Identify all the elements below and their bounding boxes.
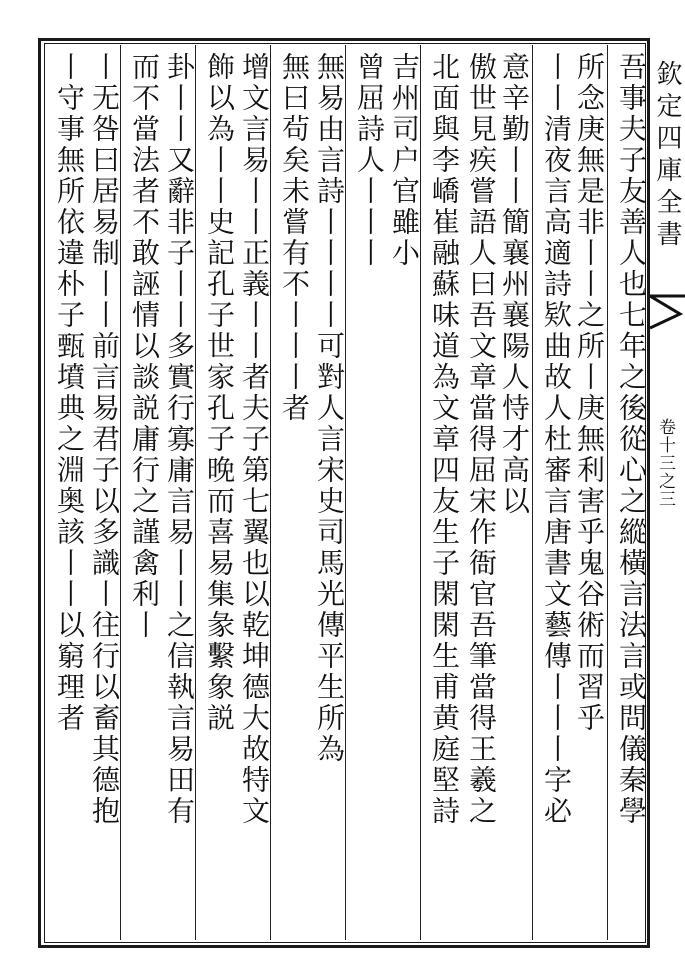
text-column-15: 丨无咎曰居易制丨丨前言易君子以多識丨往行以畜其德抱 <box>88 52 121 827</box>
text-column-10: 無曰茍矣未嘗有不丨丨丨者 <box>278 52 311 424</box>
text-column-11: 增文言易丨丨正義丨丨者夫子第七翼也以乾坤德大故特文 <box>238 52 271 827</box>
volume-label: 卷十三之三 <box>655 418 675 508</box>
text-column-13: 卦丨丨又辭非子丨丨多實行寡庸言易丨丨之信執言易田有 <box>163 52 196 827</box>
text-column-4: 意辛勤丨丨簡襄州襄陽人恃才高以 <box>498 52 531 517</box>
text-column-7: 吉州司户官雖小 <box>388 52 421 269</box>
text-column-16: 丨守事無所依違朴子甄墳典之淵奥該丨丨以窮理者 <box>53 52 86 734</box>
text-column-14: 而不當法者不敢誣情以談説庸行之謹禽利丨 <box>128 52 161 641</box>
text-column-5: 傲世見疾嘗語人曰吾文章當得屈宋作衙官吾筆當得王羲之 <box>465 52 498 827</box>
text-column-6: 北面與李嶠崔融蘇味道為文章四友生子閑閑生甫黄庭堅詩 <box>428 52 461 827</box>
book-title: 欽定四庫全書 <box>652 60 682 252</box>
text-column-9: 無易由言詩丨丨丨丨可對人言宋史司馬光傳平生所為 <box>313 52 346 765</box>
fish-tail-ornament <box>650 292 685 332</box>
text-column-12: 飾以為丨丨史記孔子世家孔子晚而喜易集彖繫象説 <box>203 52 236 734</box>
text-column-1: 吾事夫子友善人也七年之後從心之縱橫言法言或問儀秦學 <box>615 52 648 827</box>
text-column-3: 丨丨清夜言高適詩欵曲故人杜審言唐書文藝傳丨丨丨字必 <box>540 52 573 827</box>
text-column-8: 曾屈詩人丨丨丨 <box>353 52 386 269</box>
text-column-2: 所念庚無是非丨丨之所丨庚無利害乎鬼谷術而習乎 <box>573 52 606 734</box>
